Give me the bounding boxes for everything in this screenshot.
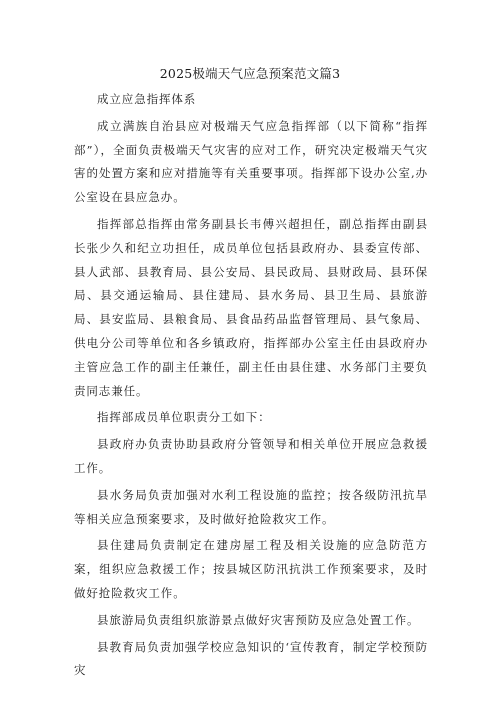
section-heading: 成立应急指挥体系 — [97, 92, 197, 106]
document-title: 2025极端天气应急预案范文篇3 — [159, 66, 341, 81]
paragraph: 县水务局负责加强对水利工程设施的监控；按各级防汛抗旱等相关应急预案要求，及时做好抢险救灾工作。 — [74, 487, 428, 526]
paragraph: 指挥部总指挥由常务副县长韦傅兴超担任，副总指挥由副县长张少久和纪立功担任，成员单位包括县政府办、县委宣传部、县人武部、县教育局、县公安局、县民政局、县财政局、县环保局、县交通运输局、县住建局、县水务局、县卫生局、县旅游局、县安监局、县粮食局、县食品药品监督管理局、县气象局、供电分公司等单位和各乡镇政府，指挥部办公室主任由县政府办主管应急工作的副主任兼任，副主任由县住建、水务部门主要负责同志兼任。 — [74, 216, 428, 398]
document-body — [74, 88, 428, 686]
paragraph: 县教育局负责加强学校应急知识的‘宣传教育，制定学校预防灾 — [74, 639, 428, 678]
paragraph: 县住建局负责制定在建房屋工程及相关设施的应急防范方案，组织应急救援工作；按县城区防汛抗洪工作预案要求，及时做好抢险救灾工作。 — [74, 538, 428, 600]
paragraph: 县政府办负责协助县政府分管领导和相关单位开展应急救援工作。 — [74, 437, 428, 475]
paragraph: 成立满族自治县应对极端天气应急指挥部（以下简称“指挥部”），全面负责极端天气灾害的应对工作，研究决定极端天气灾害的处置方案和应对措施等有关重要事项。指挥部下设办公室,办公室设在县应急办。 — [74, 118, 428, 205]
paragraph: 县旅游局负责组织旅游景点做好灾害预防及应急处置工作。 — [97, 612, 420, 627]
paragraph: 指挥部成员单位职责分工如下： — [97, 410, 271, 425]
